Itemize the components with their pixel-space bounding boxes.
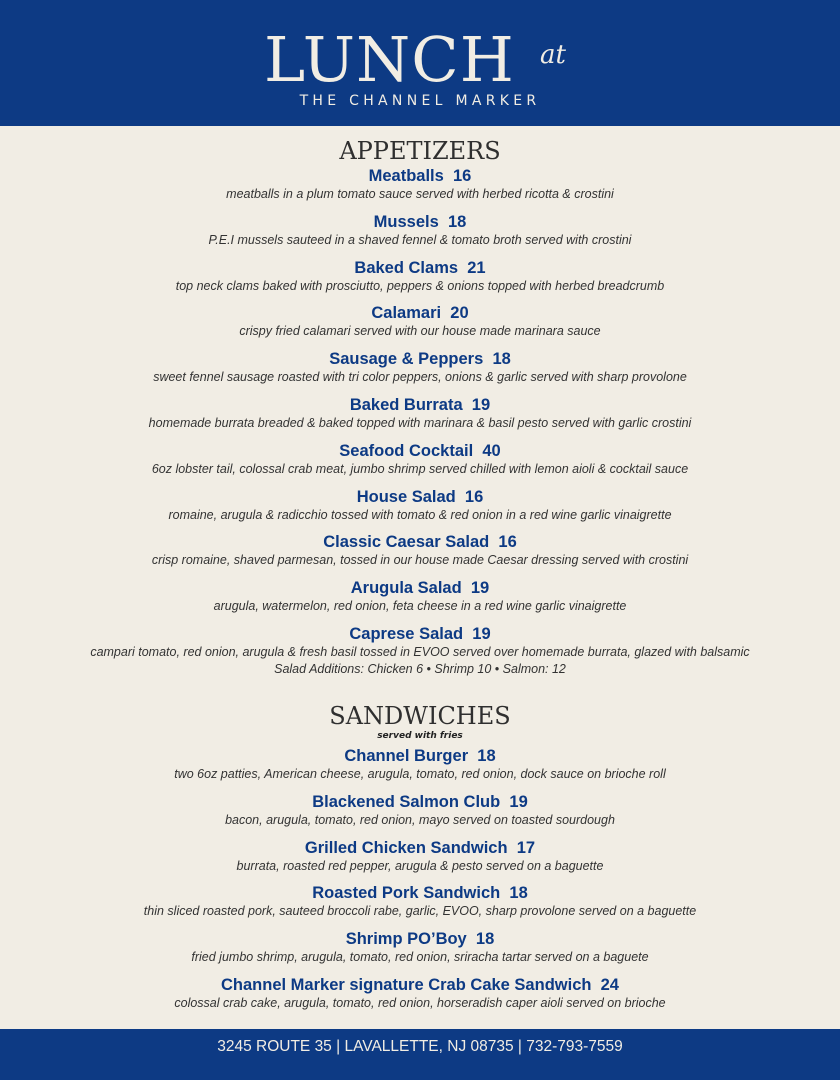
menu-item-description: crisp romaine, shaved parmesan, tossed in our house made Caesar dressing served with crostini — [151, 553, 689, 568]
menu-item-heading — [0, 624, 840, 644]
salad-additions: Salad Additions: Chicken 6 • Shrimp 10 • Salmon: 12 — [274, 661, 566, 676]
restaurant-name: THE CHANNEL MARKER — [299, 93, 541, 109]
menu-item-heading — [0, 532, 840, 552]
menu-item-price: 20 — [450, 304, 469, 323]
menu-item — [0, 258, 840, 304]
menu-item-heading — [0, 883, 840, 903]
sandwiches-note: served with fries — [377, 731, 463, 741]
menu-item-name: Baked Burrata — [349, 395, 463, 414]
menu-item-name: Roasted Pork Sandwich — [312, 884, 501, 903]
menu-item-description: 6oz lobster tail, colossal crab meat, jumbo shrimp served chilled with lemon aioli & cocktail sauce — [151, 461, 689, 476]
menu-item-heading — [0, 212, 840, 232]
menu-item-description: crispy fried calamari served with our house made marinara sauce — [239, 324, 601, 339]
menu-item — [0, 838, 840, 884]
menu-item-description: arugula, watermelon, red onion, feta cheese in a red wine garlic vinaigrette — [213, 599, 627, 614]
menu-item-heading — [0, 441, 840, 461]
menu-item-heading — [0, 746, 840, 766]
menu-item-description: campari tomato, red onion, arugula & fresh basil tossed in EVOO served over homemade burrata, glazed with balsamic — [90, 644, 750, 659]
menu-item — [0, 578, 840, 624]
sandwiches-list — [0, 746, 840, 1021]
menu-item-description: colossal crab cake, arugula, tomato, red onion, horseradish caper aioli served on brioche — [174, 995, 666, 1010]
menu-item-description: top neck clams baked with prosciutto, peppers & onions topped with herbed breadcrumb — [175, 278, 665, 293]
menu-item-name: Shrimp PO’Boy — [345, 930, 467, 949]
menu-item — [0, 532, 840, 578]
menu-item-description: homemade burrata breaded & baked topped with marinara & basil pesto served with garlic crostini — [148, 415, 692, 430]
menu-item — [0, 975, 840, 1021]
menu-item-heading — [0, 303, 840, 323]
menu-item-name: Baked Clams — [354, 258, 459, 277]
menu-item-price: 18 — [475, 930, 495, 949]
menu-item-price: 18 — [477, 747, 496, 765]
menu-item-price: 19 — [471, 395, 491, 414]
menu-item — [0, 792, 840, 838]
menu-item-price: 18 — [492, 350, 511, 369]
menu-item-description: thin sliced roasted pork, sauteed broccoli rabe, garlic, EVOO, sharp provolone served on a baguette — [143, 904, 697, 919]
menu-item-name: Grilled Chicken Sandwich — [304, 838, 508, 857]
menu-item-description: P.E.I mussels sauteed in a shaved fennel & tomato broth served with crostini — [208, 232, 632, 247]
menu-item-name: Caprese Salad — [349, 624, 464, 643]
menu-item-name: Classic Caesar Salad — [323, 533, 490, 552]
menu-item-heading — [0, 792, 840, 812]
menu-header — [0, 0, 840, 126]
menu-item-price: 16 — [464, 487, 484, 506]
menu-item-price: 19 — [509, 792, 528, 811]
sandwiches-title: SANDWICHES — [329, 702, 511, 730]
menu-item-name: Calamari — [371, 304, 442, 323]
menu-item — [0, 303, 840, 349]
menu-item — [0, 929, 840, 975]
menu-title: LUNCH — [264, 23, 515, 96]
menu-item-price: 16 — [498, 533, 517, 552]
menu-item — [0, 441, 840, 487]
restaurant-address: 3245 ROUTE 35 | LAVALLETTE, NJ 08735 | 732-793-7559 — [217, 1038, 623, 1055]
menu-item-name: Meatballs — [368, 167, 444, 185]
menu-item-heading — [0, 258, 840, 278]
menu-item-name: Seafood Cocktail — [339, 441, 474, 460]
menu-item-name: Blackened Salmon Club — [312, 792, 501, 811]
appetizers-list — [0, 166, 840, 678]
menu-item-price: 21 — [467, 258, 486, 277]
menu-item-heading — [0, 578, 840, 598]
menu-item — [0, 212, 840, 258]
menu-item-description: meatballs in a plum tomato sauce served with herbed ricotta & crostini — [226, 187, 614, 201]
menu-item-name: Sausage & Peppers — [329, 350, 484, 369]
menu-item-name: Mussels — [373, 212, 439, 231]
menu-item-price: 18 — [447, 212, 467, 231]
menu-item — [0, 883, 840, 929]
menu-item-description: burrata, roasted red pepper, arugula & pesto served on a baguette — [236, 858, 604, 873]
menu-item-description: bacon, arugula, tomato, red onion, mayo served on toasted sourdough — [225, 812, 615, 827]
appetizers-title: APPETIZERS — [339, 137, 501, 165]
menu-item-price: 19 — [472, 624, 491, 643]
menu-item — [0, 349, 840, 395]
menu-item — [0, 487, 840, 533]
menu-item-name: Channel Marker signature Crab Cake Sandwich — [221, 975, 592, 994]
menu-item-heading — [0, 395, 840, 415]
menu-item-price: 17 — [516, 838, 536, 857]
menu-item — [0, 395, 840, 441]
menu-item-name: Channel Burger — [344, 747, 469, 765]
menu-item-price: 24 — [600, 975, 619, 994]
menu-item-heading — [0, 929, 840, 949]
menu-item-description: sweet fennel sausage roasted with tri color peppers, onions & garlic served with sharp provolone — [153, 370, 687, 385]
menu-item-heading — [0, 166, 840, 186]
menu-item-heading — [0, 975, 840, 995]
menu-item — [0, 624, 840, 678]
menu-item-name: House Salad — [356, 487, 456, 506]
menu-item-heading — [0, 838, 840, 858]
menu-footer — [0, 1029, 840, 1080]
menu-item-price: 40 — [482, 441, 501, 460]
menu-title-at: at — [540, 40, 566, 70]
menu-item — [0, 166, 840, 212]
menu-item-description: fried jumbo shrimp, arugula, tomato, red onion, sriracha tartar served on a baguete — [191, 950, 649, 965]
menu-item-price: 19 — [470, 579, 490, 598]
menu-item-description: romaine, arugula & radicchio tossed with tomato & red onion in a red wine garlic vinaigrette — [168, 507, 672, 522]
menu-item-price: 16 — [453, 167, 472, 185]
menu-item-heading — [0, 487, 840, 507]
menu-item-name: Arugula Salad — [350, 579, 462, 598]
menu-item-description: two 6oz patties, American cheese, arugula, tomato, red onion, dock sauce on brioche roll — [174, 767, 666, 781]
menu-item-price: 18 — [509, 884, 528, 903]
menu-item-heading — [0, 349, 840, 369]
menu-item — [0, 746, 840, 792]
